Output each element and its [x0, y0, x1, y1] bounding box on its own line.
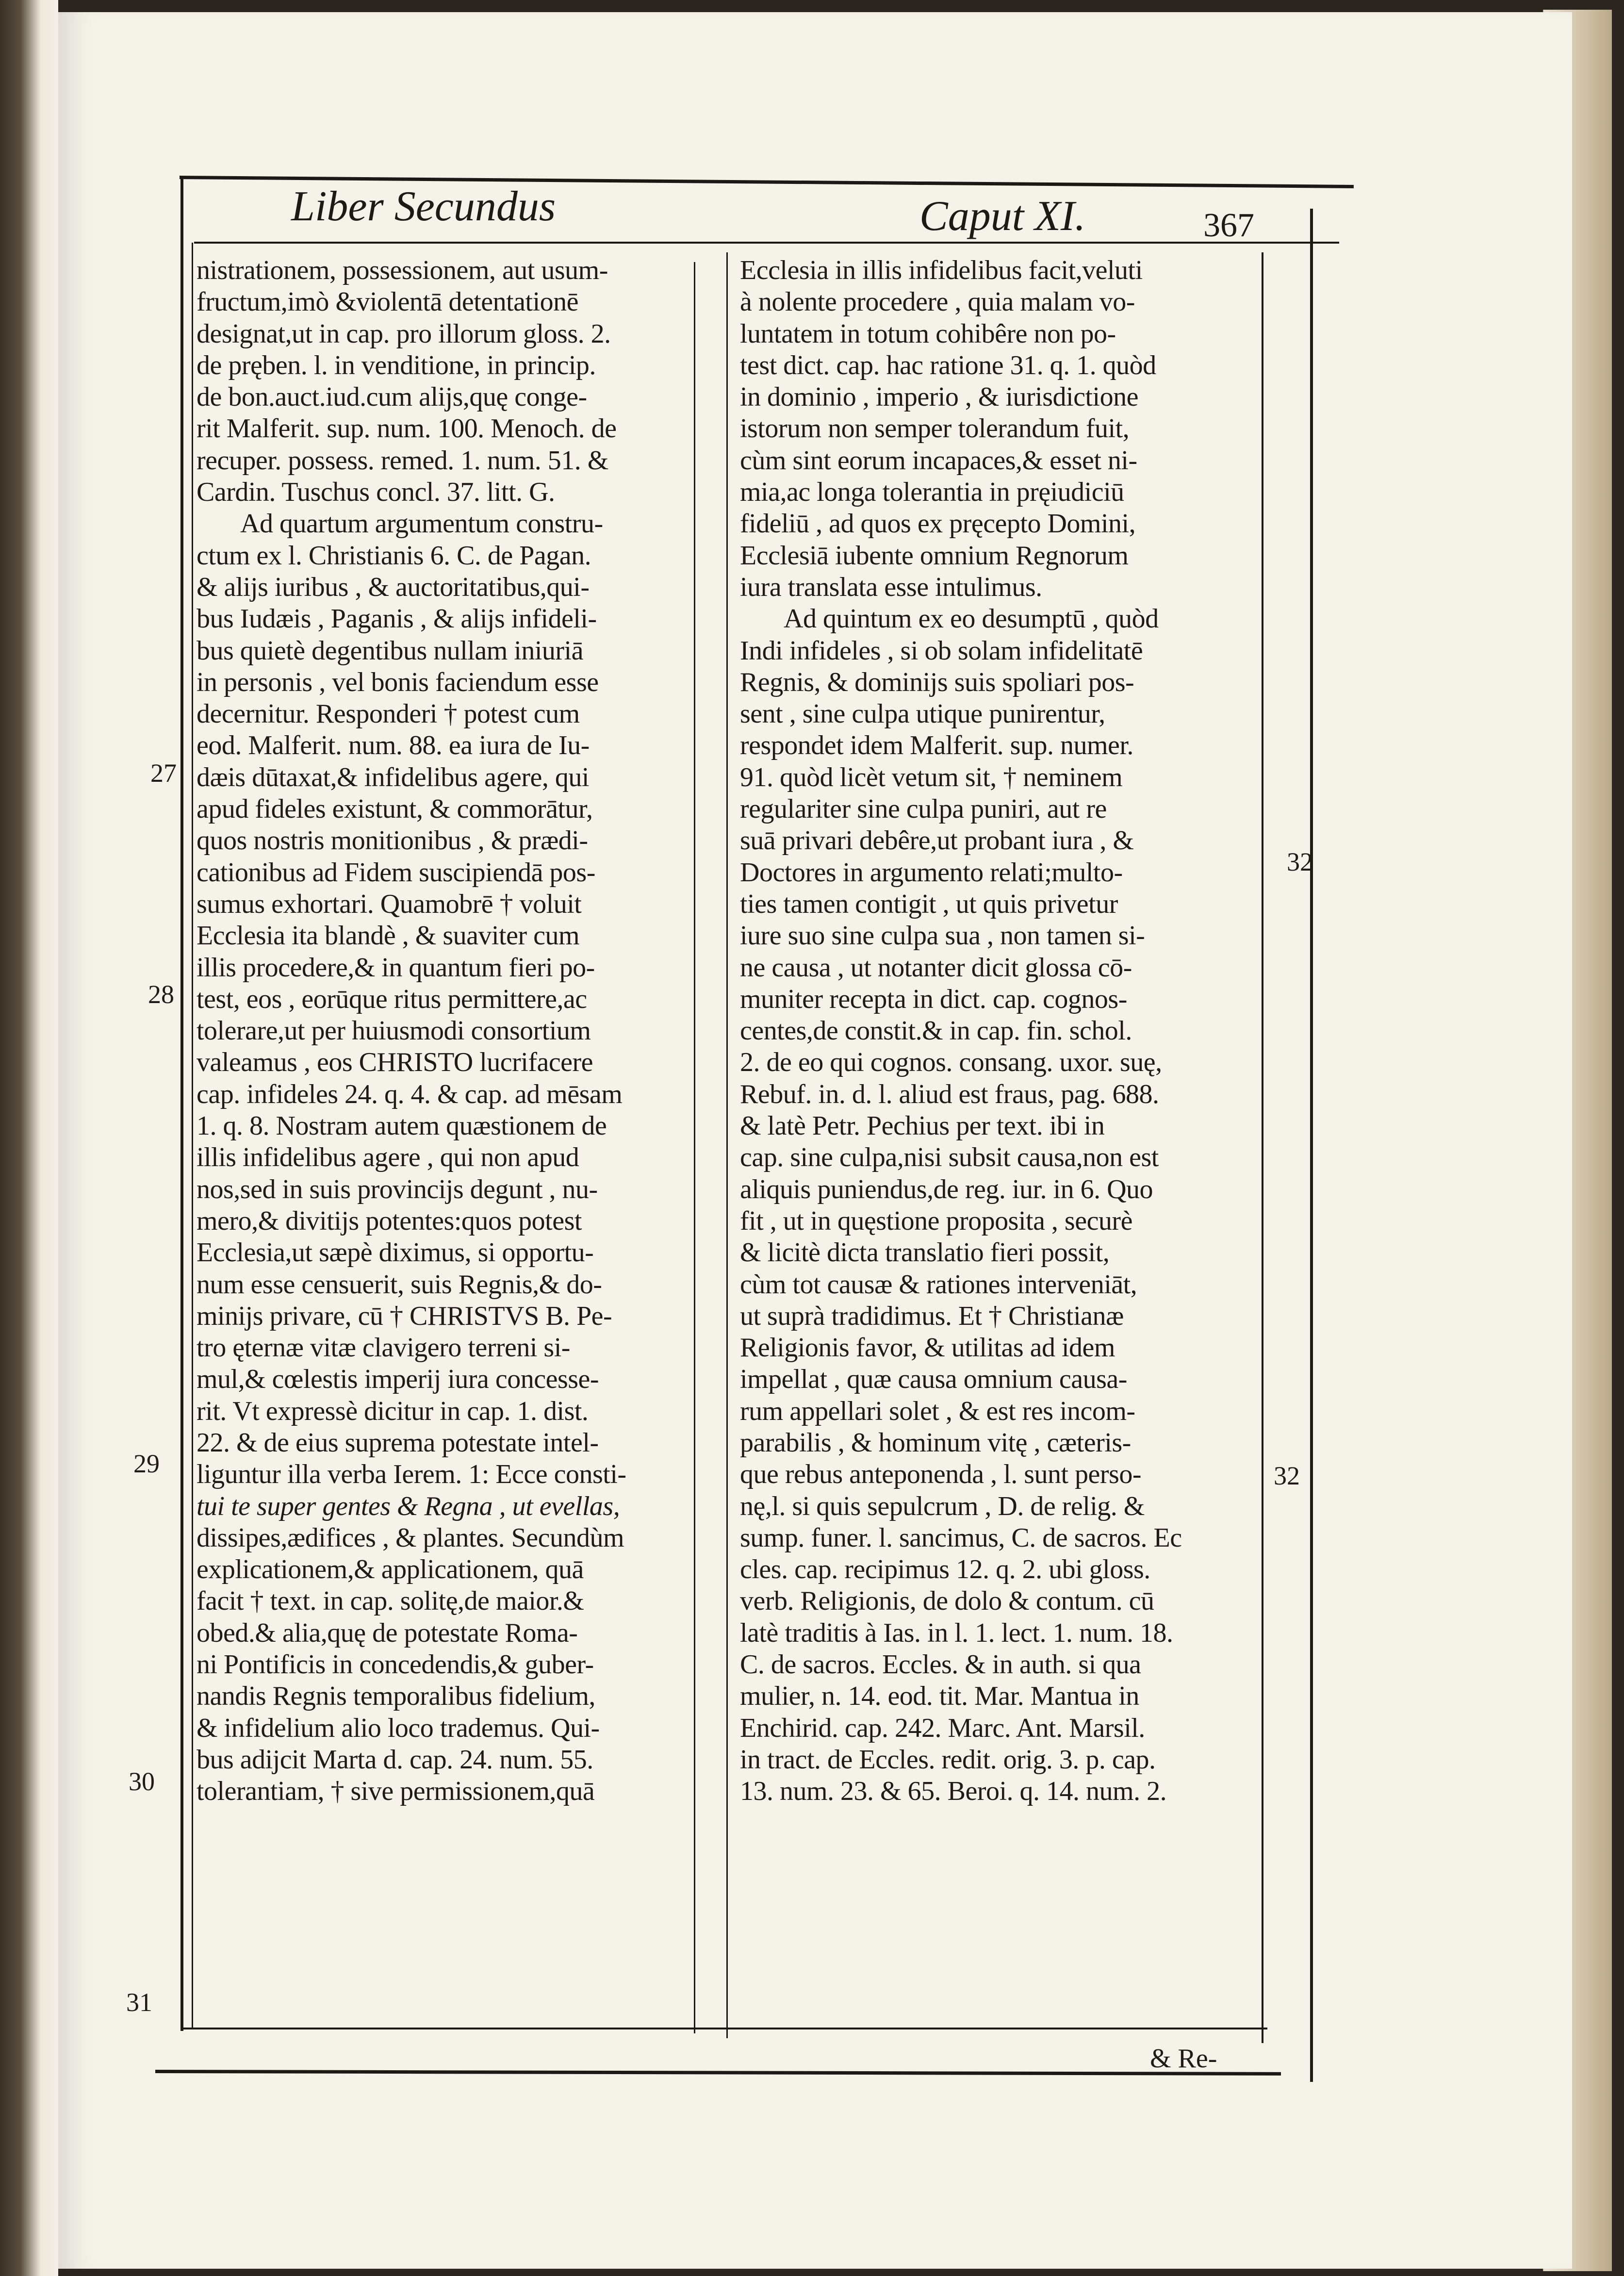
text-line: regulariter sine culpa puniri, aut re [740, 794, 1107, 825]
text-line: & alijs iuribus , & auctoritatibus,qui- [197, 572, 590, 602]
text-line: apud fideles existunt, & commorātur, [197, 794, 593, 825]
text-line: suā privari debêre,ut probant iura , & [740, 825, 1134, 856]
running-head-right: Caput XI. [919, 193, 1086, 240]
text-line: rum appellari solet , & est res incom- [740, 1396, 1135, 1426]
margin-number-28: 28 [148, 980, 174, 1009]
text-line: Religionis favor, & utilitas ad idem [740, 1333, 1115, 1363]
text-line: quos nostris monitionibus , & prædi- [197, 825, 588, 856]
text-line: tro ęternæ vitæ clavigero terreni si- [197, 1333, 570, 1363]
column-divider-left [694, 262, 695, 2033]
text-line: centes,de constit.& in cap. fin. schol. [740, 1016, 1132, 1046]
text-line: cap. infideles 24. q. 4. & cap. ad mēsam [197, 1079, 623, 1109]
text-line: recuper. possess. remed. 1. num. 51. & [197, 445, 608, 476]
text-line: & licitè dicta translatio fieri possit, [740, 1237, 1110, 1268]
text-line: in dominio , imperio , & iurisdictione [740, 382, 1138, 412]
text-line: illis infidelibus agere , qui non apud [197, 1142, 579, 1173]
text-line: iure suo sine culpa sua , non tamen si- [740, 921, 1145, 951]
text-line: cationibus ad Fidem suscipiendā pos- [197, 857, 595, 888]
text-line: nos,sed in suis provincijs degunt , nu- [197, 1174, 598, 1204]
text-line: nę,l. si quis sepulcrum , D. de relig. & [740, 1491, 1145, 1521]
text-line: 22. & de eius suprema potestate intel- [197, 1427, 599, 1458]
text-line: ties tamen contigit , ut quis privetur [740, 889, 1118, 919]
text-line: facit † text. in cap. solitę,de maior.& [197, 1586, 584, 1616]
text-line: cùm tot causæ & rationes interveniāt, [740, 1269, 1137, 1300]
head-rule [194, 242, 1339, 244]
text-line: cap. sine culpa,nisi subsit causa,non est [740, 1142, 1159, 1173]
text-line: fructum,imò &violentā detentationē [197, 287, 578, 317]
text-line: 13. num. 23. & 65. Beroi. q. 14. num. 2. [740, 1776, 1167, 1807]
text-line: tolerantiam, † sive permissionem,quā [197, 1776, 595, 1807]
left-text-column [197, 255, 692, 1808]
text-line: muniter recepta in dict. cap. cognos- [740, 984, 1127, 1014]
text-line: nandis Regnis temporalibus fidelium, [197, 1681, 595, 1712]
text-line: 1. q. 8. Nostram autem quæstionem de [197, 1111, 607, 1141]
margin-number-30: 30 [129, 1767, 155, 1796]
text-line: iura translata esse intulimus. [740, 572, 1042, 602]
text-line: obed.& alia,quę de potestate Roma- [197, 1617, 578, 1648]
text-line: Doctores in argumento relati;multo- [740, 857, 1123, 888]
margin-number-29: 29 [133, 1449, 160, 1478]
text-line: test dict. cap. hac ratione 31. q. 1. quòd [740, 350, 1156, 380]
text-line: Rebuf. in. d. l. aliud est fraus, pag. 688. [740, 1079, 1159, 1109]
text-line: verb. Religionis, de dolo & contum. cū [740, 1586, 1154, 1616]
left-page-binding [0, 0, 58, 2276]
text-line: parabilis , & hominum vitę , cæteris- [740, 1427, 1131, 1458]
margin-number-32-upper: 32 [1287, 847, 1313, 876]
text-line: test, eos , eorūque ritus permittere,ac [197, 984, 587, 1014]
text-line: à nolente procedere , quia malam vo- [740, 287, 1135, 317]
text-line: sump. funer. l. sancimus, C. de sacros. Ec [740, 1522, 1182, 1553]
text-line: in tract. de Eccles. redit. orig. 3. p. cap. [740, 1744, 1156, 1775]
text-line: bus quietè degentibus nullam iniuriā [197, 635, 583, 666]
text-line: tolerare,ut per huiusmodi consortium [197, 1016, 591, 1046]
text-line: Ecclesia,ut sæpè diximus, si opportu- [197, 1237, 594, 1268]
column-divider-right [726, 252, 728, 2038]
text-line: cùm sint eorum incapaces,& esset ni- [740, 445, 1137, 476]
text-line: & latè Petr. Pechius per text. ibi in [740, 1111, 1105, 1141]
text-line: in personis , vel bonis faciendum esse [197, 667, 599, 697]
text-line: liguntur illa verba Ierem. 1: Ecce consti- [197, 1459, 626, 1490]
text-line: minijs privare, cū † CHRISTVS B. Pe- [197, 1301, 612, 1331]
bottom-inner-rule [180, 2028, 1267, 2029]
text-line: mia,ac longa tolerantia in pręiudiciū [740, 477, 1124, 508]
text-line: Indi infideles , si ob solam infidelitatē [740, 635, 1143, 666]
text-line: cles. cap. recipimus 12. q. 2. ubi gloss. [740, 1554, 1150, 1585]
text-line: istorum non semper tolerandum fuit, [740, 413, 1130, 444]
text-line: mul,& cœlestis imperij iura concesse- [197, 1364, 599, 1395]
text-line: designat,ut in cap. pro illorum gloss. 2. [197, 318, 611, 349]
text-line: luntatem in totum cohibêre non po- [740, 318, 1116, 349]
text-line: Ecclesia in illis infidelibus facit,veluti [740, 255, 1143, 285]
text-line: rit. Vt expressè dicitur in cap. 1. dist. [197, 1396, 589, 1426]
text-line: fit , ut in quęstione proposita , securè [740, 1205, 1132, 1236]
text-line: de bon.auct.iud.cum alijs,quę conge- [197, 382, 587, 412]
text-line: Ecclesia ita blandè , & suaviter cum [197, 921, 580, 951]
text-line: explicationem,& applicationem, quā [197, 1554, 584, 1585]
text-line: bus adijcit Marta d. cap. 24. num. 55. [197, 1744, 593, 1775]
text-line: respondet idem Malferit. sup. numer. [740, 730, 1133, 761]
text-line: Enchirid. cap. 242. Marc. Ant. Marsil. [740, 1713, 1145, 1743]
text-line: decernitur. Responderi † potest cum [197, 699, 580, 729]
text-line: Ecclesiā iubente omnium Regnorum [740, 540, 1129, 571]
margin-number-27: 27 [150, 759, 177, 788]
catchword: & Re- [1150, 2044, 1217, 2074]
text-line: de pręben. l. in venditione, in princip. [197, 350, 596, 380]
text-line: ne causa , ut notanter dicit glossa cō- [740, 952, 1132, 983]
text-line: dissipes,ædifices , & plantes. Secundùm [197, 1522, 624, 1553]
text-line: Ad quintum ex eo desumptū , quòd [784, 604, 1159, 634]
text-line: valeamus , eos CHRISTO lucrifacere [197, 1047, 593, 1078]
right-text-column [740, 255, 1260, 1839]
right-inner-rule [1262, 252, 1263, 2043]
folio-number: 367 [1203, 207, 1254, 244]
text-line: rit Malferit. sup. num. 100. Menoch. de [197, 413, 617, 444]
text-line: Cardin. Tuschus concl. 37. litt. G. [197, 477, 555, 508]
text-line: sent , sine culpa utique punirentur, [740, 699, 1105, 729]
text-line: eod. Malferit. num. 88. ea iura de Iu- [197, 730, 590, 761]
text-line: tui te super gentes & Regna , ut evellas, [197, 1491, 620, 1521]
text-line: bus Iudæis , Paganis , & alijs infideli- [197, 604, 597, 634]
text-line: Ad quartum argumentum constru- [240, 509, 603, 539]
running-head-left: Liber Secundus [291, 183, 556, 230]
text-line: & infidelium alio loco trademus. Qui- [197, 1713, 600, 1743]
text-line: Regnis, & dominijs suis spoliari pos- [740, 667, 1134, 697]
right-frame-rule [1310, 209, 1313, 2082]
margin-number-31: 31 [126, 1988, 152, 2017]
text-line: ut suprà tradidimus. Et † Christianæ [740, 1301, 1124, 1331]
text-line: ctum ex l. Christianis 6. C. de Pagan. [197, 540, 591, 571]
text-line: mulier, n. 14. eod. tit. Mar. Mantua in [740, 1681, 1139, 1712]
text-line: sumus exhortari. Quamobrē † voluit [197, 889, 582, 919]
margin-number-32-lower: 32 [1274, 1461, 1300, 1490]
text-line: fideliū , ad quos ex pręcepto Domini, [740, 509, 1136, 539]
text-line: 2. de eo qui cognos. consang. uxor. suę, [740, 1047, 1162, 1078]
text-line: ni Pontificis in concedendis,& guber- [197, 1649, 594, 1680]
text-line: 91. quòd licèt vetum sit, † neminem [740, 762, 1123, 792]
text-line: nistrationem, possessionem, aut usum- [197, 255, 608, 285]
text-line: num esse censuerit, suis Regnis,& do- [197, 1269, 602, 1300]
text-line: C. de sacros. Eccles. & in auth. si qua [740, 1649, 1141, 1680]
text-line: impellat , quæ causa omnium causa- [740, 1364, 1127, 1395]
text-line: mero,& divitijs potentes:quos potest [197, 1205, 582, 1236]
left-frame-rule [180, 177, 183, 2031]
text-line: illis procedere,& in quantum fieri po- [197, 952, 595, 983]
text-line: dæis dūtaxat,& infidelibus agere, qui [197, 762, 589, 792]
left-inner-rule [192, 243, 193, 2029]
text-line [740, 1808, 1260, 1839]
text-line: latè traditis à Ias. in l. 1. lect. 1. num. 18. [740, 1617, 1173, 1648]
text-line: que rebus anteponenda , l. sunt perso- [740, 1459, 1141, 1490]
text-line: aliquis puniendus,de reg. iur. in 6. Quo [740, 1174, 1153, 1204]
